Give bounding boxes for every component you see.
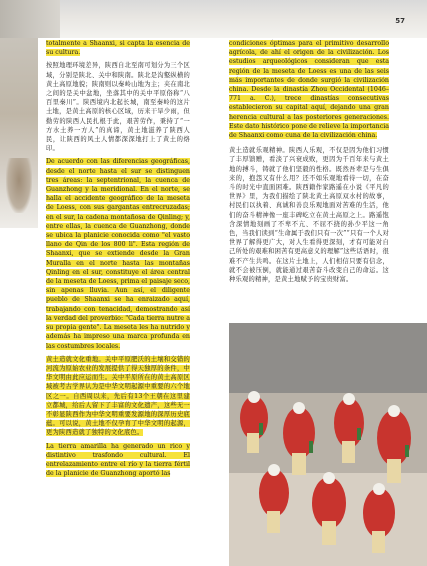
paragraph-es-culture: La tierra amarilla ha generado un rico y distintivo trasfondo cultural. El entrelazamiento entre el río y la tierra fértil de la planicie de Guanzhong aportó las: [46, 442, 190, 478]
header-photo-strip: [0, 0, 427, 38]
dancers-photo: [229, 323, 427, 566]
paragraph-zh-optimism: 黄土造就乐观精神。陕西人乐观，不仅是因为他们习惯了丰厚馈赠，看淡了兴衰成败，更因为千百年来与黄土地的搏斗，铸就了他们坚毅的性格。既然吾辈是与生俱来的，抱怨又有什么用？还不如乐观地看待一切，在奋斗的时光中直面困难。陕西籍作家路遥在小说《平凡的世界》里，为我们描绘了陕北黄土高原双水村的故事，村民们以执着、真诚和善良乐观地面对苦难的生活，他们的奋斗精神像一座丰碑屹立在黄土高原之上。路遥饱含深情地刻画了不卑不亢、不屈不挠的孙少平这一角色，当我们读到“生命属于我们只有一次”“只有一个人对世界了解得更广大，对人生看得更深刻，才有可能对自己所处的艰难和困苦有更高意义的理解”这些话语时，很难不产生共鸣。在这片土地上，人们相信只要有信念，就不会被压倒，就能通过艰苦奋斗改变自己的命运。这种乐观的精神，是黄土地赋予的宝贵财富。: [229, 147, 389, 284]
left-column: [46, 39, 190, 478]
right-column: [229, 39, 389, 284]
dancers-illustration: [229, 323, 427, 566]
page-number: 57: [395, 17, 405, 25]
paragraph-es-intro-end: totalmente a Shaanxi, si capta la esencia de su cultura.: [46, 40, 190, 57]
paragraph-zh-culture: 黄土造就文化重地。关中平原肥沃的土壤和交错的河流为原始农业的发展提供了得天独厚的条件，中华文明由此应运而生。关中平原所在的黄土高原区域被考古学界认为是中华文明起源中重要的六个地区之一。自西周以来，先后有13个王朝在这里建立都城，给后人留下了丰富的文化遗产，这些无一不彰显陕西作为中华文明重要发源地的深厚历史底蕴。可以说，黄土地不仅孕育了中华文明的起源，更为陕西造就了独特的文化底色。: [46, 355, 190, 437]
paragraph-es-culture-cont: condiciones óptimas para el primitivo desarrollo agrícola, de ahí el origen de la civilización. Los estudios arqueológicos consideran que esta región de la meseta de Loess es una de las seis más importantes de donde surgió la civilización china. Desde la dinastía Zhou Occidental (1046–771 a. C.), trece dinastías consecutivas establecieron su capital aquí, dejando una gran herencia cultural a las posteriores generaciones. Este dato histórico pone de relieve la importancia de Shaanxi como cuna de la civilización china.: [229, 40, 389, 140]
paragraph-zh-geography: 按照地理环境差异，陕西自北至南可划分为三个区域，分别是陕北、关中和陕南。陕北是沟壑纵横的黄土高原地貌；陕南则以秦岭山地为主；夹在南北之间的是关中盆地，坐落其中的关中平原俗称“八百里秦川”。陕西境内北起长城，南至秦岭的这片土地，是黄土高原的核心区域，历来干旱少雨，但勤劳的陕西人民扎根于此，艰苦劳作，秉持了“一方水土养一方人”的真谛，黄土地滋养了陕西人民，让陕西的风土人情都深深地打上了黄土的烙印。: [46, 62, 190, 153]
paragraph-es-geography: De acuerdo con las diferencias geográficas, desde el norte hasta el sur se distinguen tres áreas: la septentrional, la cuenca de Guanzhong y la meridional. En el norte, se halla el accidente geográfico de la meseta de Loess, con sus gargantas entrecruzadas; en el sur, la cadena montañosa de Qinling; y, entre ellas, la cuenca de Guanzhong, donde se ubica la planicie conocida como "el vasto llano de Qin de los 800 li". Esta región de Shaanxi, que se extiende desde la Gran Muralla en el norte hasta las montañas Qinling en el sur, constituye el área central de la meseta de Loess, prima el paisaje seco, sin apenas lluvia. Aun así, el diligente pueblo de Shaanxi se ha enraizado aquí, trabajando con tenacidad, demostrando así la verdad del proverbio: "Cada tierra nutre a su propia gente". La meseta les ha nutrido y además ha impreso una marca profunda en las costumbres locales.: [46, 158, 190, 350]
side-photo-strip: [0, 38, 38, 228]
